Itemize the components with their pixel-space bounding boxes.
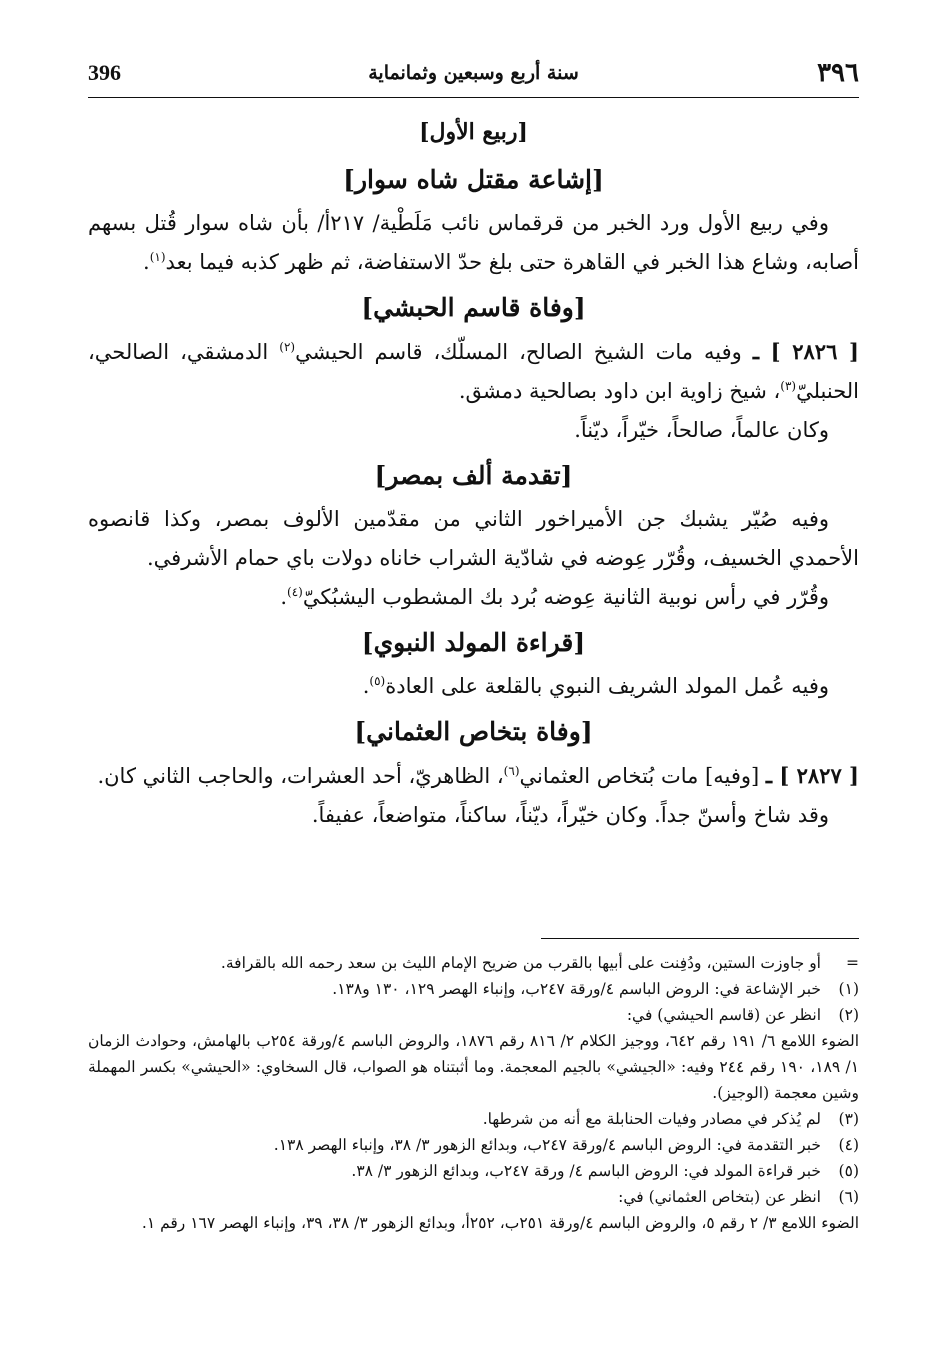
footnote-4 <box>88 1132 859 1158</box>
paragraph-text: وفيه عُمل المولد الشريف النبوي بالقلعة على العادة <box>385 674 829 698</box>
section-heading-death-butkhas: [وفاة بتخاص العثماني] <box>354 717 593 746</box>
paragraph-text: [وفيه] مات بُتخاص العثماني <box>519 764 760 788</box>
paragraph-text: وقُرّر في رأس نوبية الثانية عِوضه بُرد بك المشطوب اليشبُكيّ <box>302 585 829 609</box>
paragraph-butkhas-character: وقد شاخ وأسنّ جداً. وكان خيّراً، ديّناً، ساكناً، متواضعاً، عفيفاً. <box>311 803 829 827</box>
footnote-text: خبر الإشاعة في: الروض الباسم ٤/ورقة ٢٤٧ب، وإنباء الهصر ١٢٩، ١٣٠ و١٣٨. <box>332 980 821 998</box>
footnote-ref-5[interactable]: (٥) <box>369 674 386 688</box>
paragraph-text: ، شيخ زاوية ابن داود بصالحية دمشق. <box>458 379 781 403</box>
page-number-arabic: ٣٩٦ <box>817 58 859 88</box>
entry-number: [ ٢٨٢٦ ] ـ <box>752 339 859 364</box>
footnote-number: (٥) <box>838 1162 859 1180</box>
paragraph-end: . <box>280 585 287 609</box>
footnote-number: (٢) <box>838 1006 859 1024</box>
footnote-number: (٤) <box>838 1136 859 1154</box>
footnote-number: = <box>846 954 859 972</box>
section-heading-month: [ربيع الأول] <box>419 119 528 145</box>
section-heading-mawlid: [قراءة المولد النبوي] <box>361 628 586 657</box>
paragraph-end: . <box>143 250 150 274</box>
footnote-5 <box>88 1158 859 1184</box>
footnote-2 <box>88 1002 859 1028</box>
paragraph-end: . <box>362 674 370 698</box>
footnote-ref-3[interactable]: (٣) <box>780 379 797 393</box>
footnote-number: (٦) <box>838 1188 859 1206</box>
footnote-number: (١) <box>838 980 859 998</box>
footnote-text: انظر عن (قاسم الحيشي) في: <box>626 1006 821 1024</box>
paragraph-text: ، الظاهريّ، أحد العشرات، والحاجب الثاني كان. <box>97 764 504 788</box>
footnote-text: أو جاوزت الستين، ودُفِنت على أبيها بالقرب من ضريح الإمام الليث بن سعد رحمه الله بالقرافة. <box>220 954 821 972</box>
paragraph-rumor <box>88 204 859 282</box>
footnote-ref-6[interactable]: (٦) <box>503 764 520 778</box>
footnote-ref-1[interactable]: (١) <box>149 250 166 264</box>
footnote-ref-4[interactable]: (٤) <box>287 585 303 599</box>
footnote-rule <box>541 938 859 939</box>
paragraph-text: الدمشقي، الصالحي، الحنبليّ <box>88 340 859 403</box>
footnote-ref-2[interactable]: (٢) <box>279 340 296 354</box>
footnote-1 <box>88 976 859 1002</box>
section-heading-promotion: [تقدمة ألف بمصر] <box>374 461 573 490</box>
footnote-3 <box>88 1106 859 1132</box>
page-header <box>88 58 859 98</box>
footnote-2-sources: الضوء اللامع ٦/ ١٩١ رقم ٦٤٢، ووجيز الكلام ٢/ ٨١٦ رقم ١٨٧٦، والروض الباسم ٤/ورقة ٢٥٤ب بالهامش، وحوادث الزمان ١/ ١٨٩، ١٩٠ رقم ٢٤٤ وفيه: «الجيشي» بالجيم المعجمة. وما أثبتناه هو الصواب، قال السخاوي: «الحيشي» بكسر المهملة وشين معجمة (الوجيز). <box>88 1032 860 1102</box>
footnote-continued <box>88 950 859 976</box>
footnote-6-sources: الضوء اللامع ٣/ ٢ رقم ٥، والروض الباسم ٤/ورقة ٢٥١ب، ٢٥٢أ، وبدائع الزهور ٣/ ٣٨، ٣٩، وإنباء الهصر ١٦٧ رقم ١. <box>141 1214 859 1232</box>
page-number-latin: 396 <box>88 60 121 85</box>
header-rule <box>88 97 859 98</box>
paragraph-entry-2827 <box>88 756 859 796</box>
paragraph-entry-2826 <box>88 332 859 411</box>
footnote-text: لم يُذكر في مصادر وفيات الحنابلة مع أنه من شرطها. <box>482 1110 821 1128</box>
footnote-number: (٣) <box>838 1110 859 1128</box>
paragraph-promotion-2 <box>88 578 859 617</box>
footnote-text: خبر التقدمة في: الروض الباسم ٤/ورقة ٢٤٧ب، وبدائع الزهور ٣/ ٣٨، وإنباء الهصر ١٣٨. <box>273 1136 821 1154</box>
main-text <box>88 108 859 835</box>
running-title: سنة أربع وسبعين وثمانماية <box>368 62 579 84</box>
paragraph-mawlid <box>88 667 859 706</box>
section-heading-rumor: [إشاعة مقتل شاه سوار] <box>343 165 604 194</box>
paragraph-text: وفي ربيع الأول ورد الخبر من قرقماس نائب مَلَطْية/ ٢١٧أ/ بأن شاه سوار قُتل بسهم أصابه، وشاع هذا الخبر في القاهرة حتى بلغ حدّ الاستفاضة، ثم ظهر كذبه فيما بعد <box>88 211 859 274</box>
footnote-text: انظر عن (بتخاص العثماني) في: <box>618 1188 821 1206</box>
paragraph-qasim-character: وكان عالماً، صالحاً، خيّراً، ديّناً. <box>574 418 829 442</box>
entry-number: [ ٢٨٢٧ ] ـ <box>765 763 859 788</box>
paragraph-text: وفيه مات الشيخ الصالح، المسلّك، قاسم الحيشي <box>295 340 742 364</box>
footnotes <box>88 950 859 1236</box>
footnote-text: خبر قراءة المولد في: الروض الباسم ٤/ ورقة ٢٤٧ب، وبدائع الزهور ٣/ ٣٨. <box>351 1162 821 1180</box>
section-heading-death-qasim: [وفاة قاسم الحبشي] <box>361 293 586 322</box>
paragraph-promotion: وفيه صُيّر يشبك جن الأميراخور الثاني من مقدّمين الألوف بمصر، وكذا قانصوه الأحمدي الخسيف، وقُرّر عِوضه في شادّية الشراب خاناه دولات باي حمام الأشرفي. <box>88 507 859 570</box>
footnote-6 <box>88 1184 859 1210</box>
